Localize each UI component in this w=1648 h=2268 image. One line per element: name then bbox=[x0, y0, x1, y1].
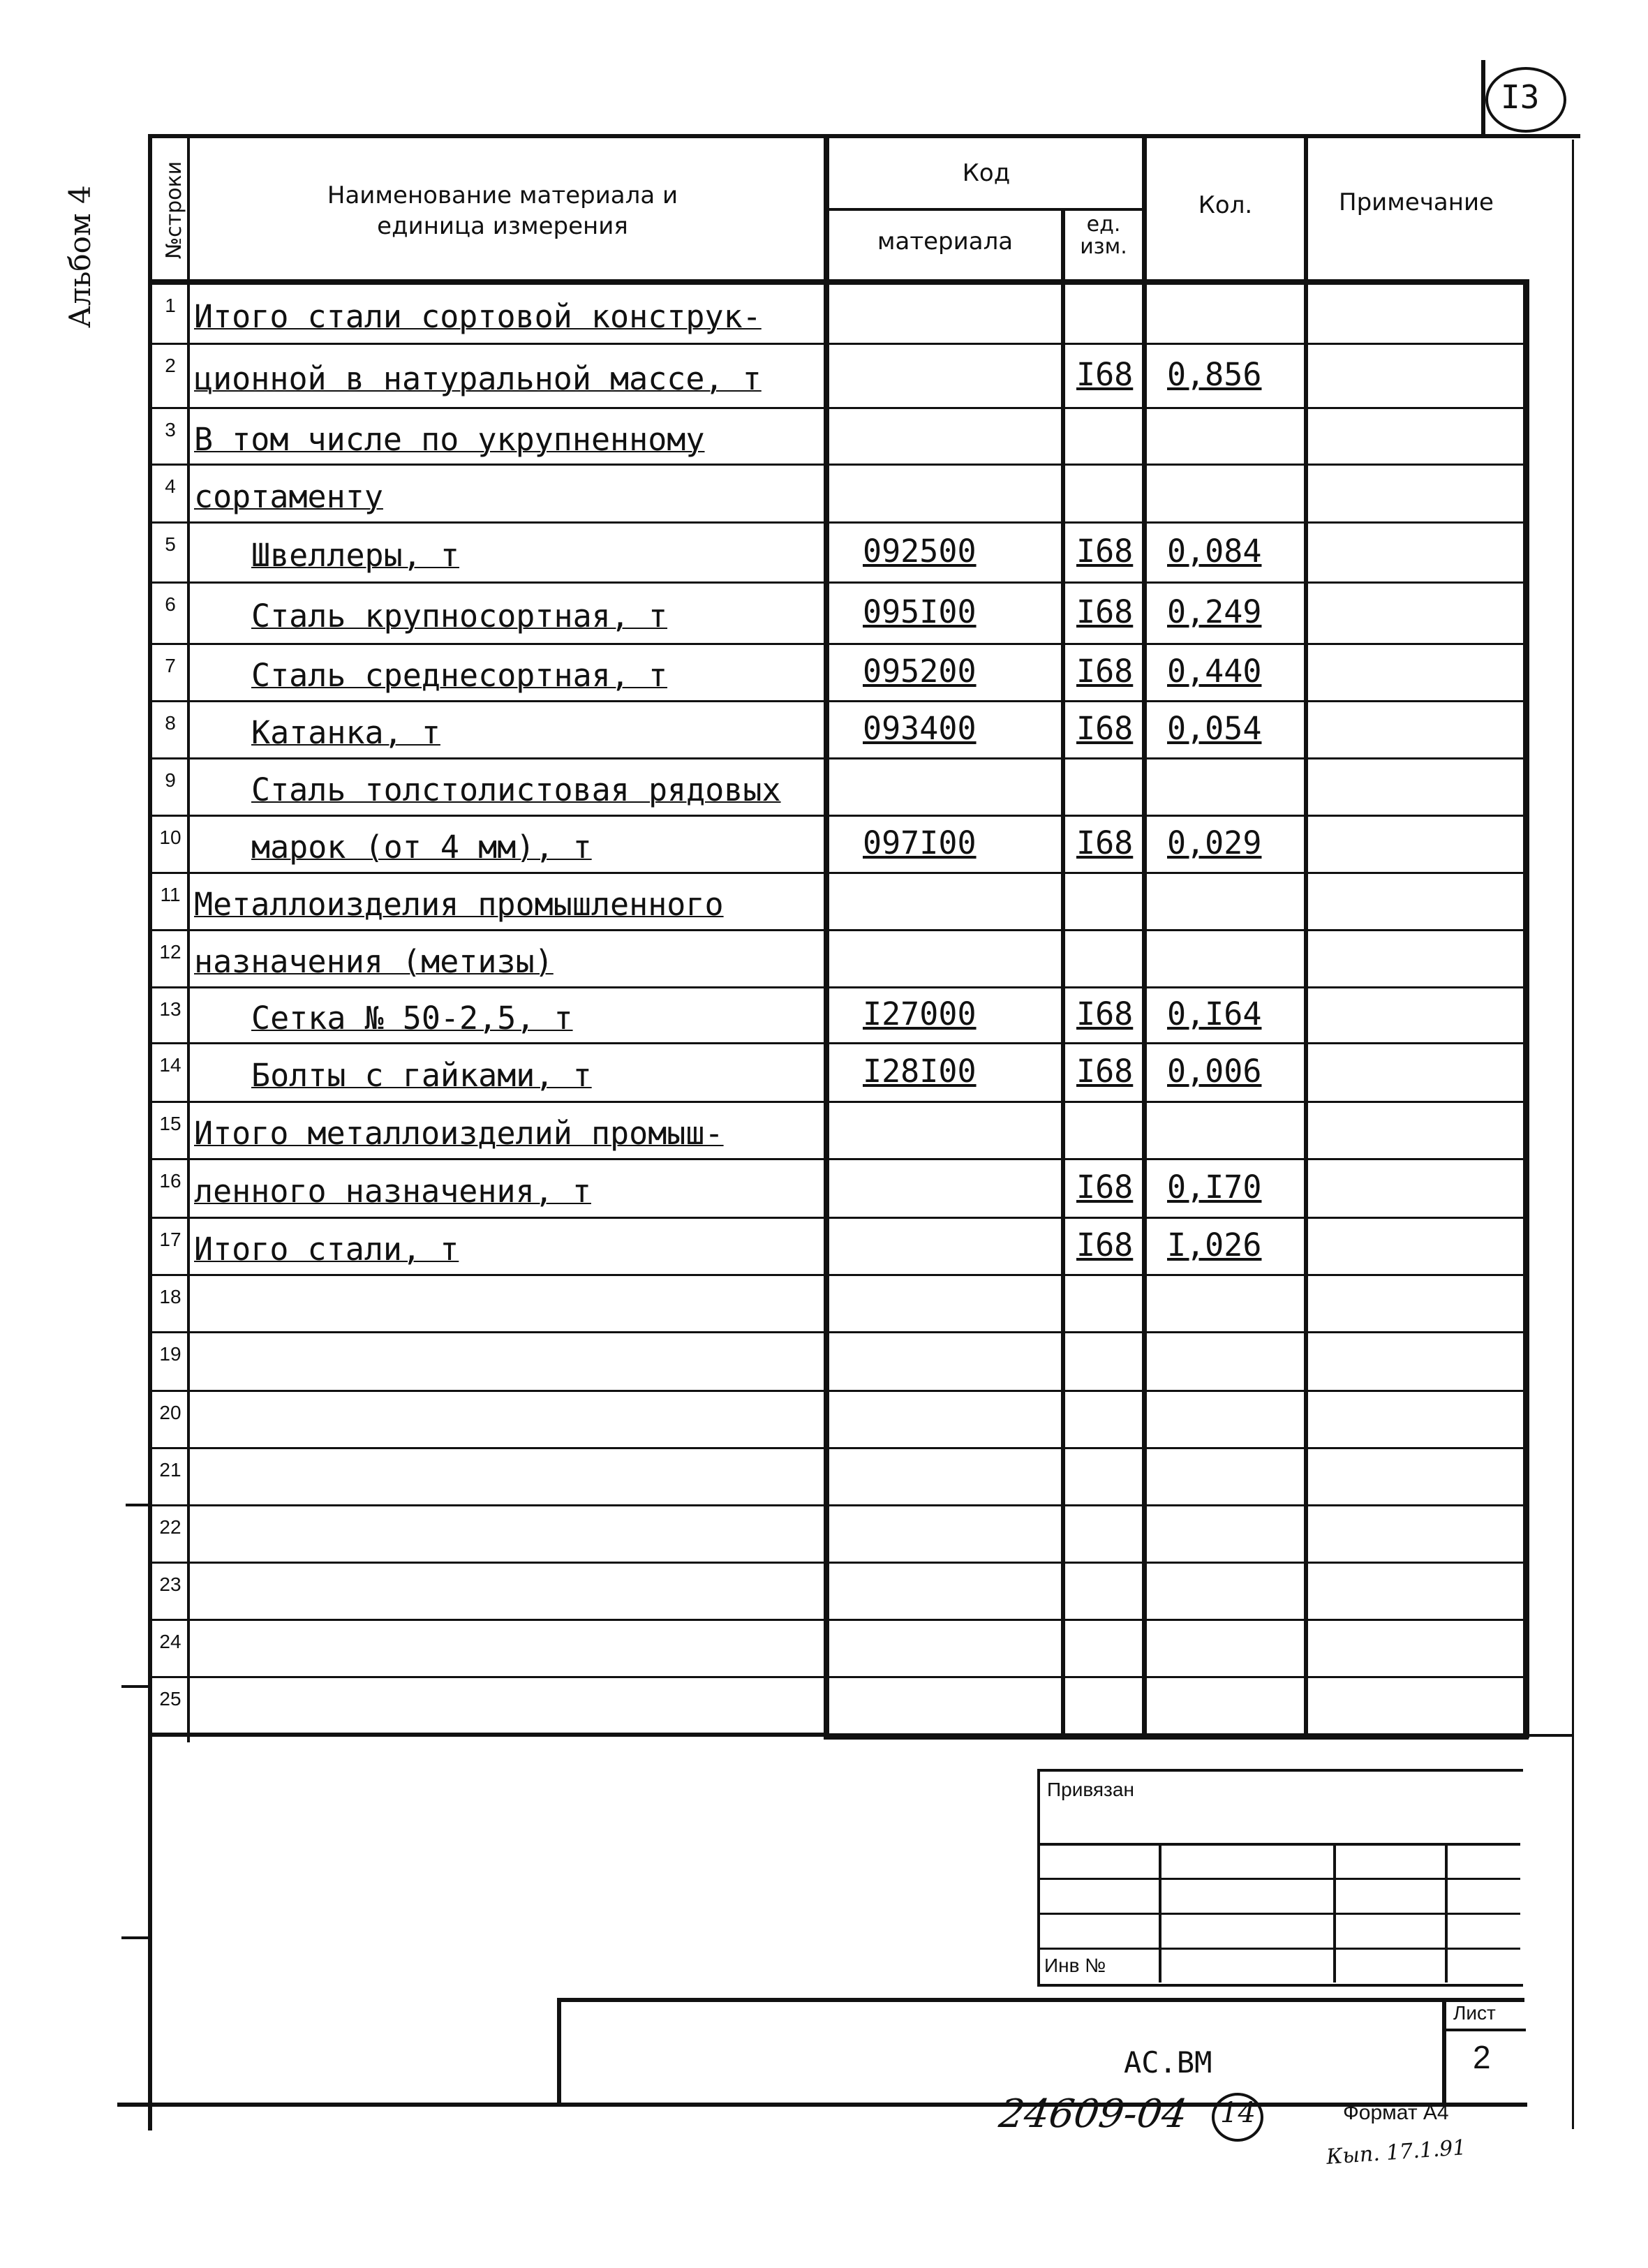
stamp-vline-2 bbox=[1333, 1843, 1336, 1982]
margin-tick-2 bbox=[121, 1685, 151, 1688]
row-number: 22 bbox=[159, 1516, 181, 1538]
row-number: 15 bbox=[159, 1113, 181, 1134]
row-quantity: 0,249 bbox=[1167, 593, 1262, 630]
col-unit-border bbox=[1061, 209, 1065, 1738]
stamp-top-full bbox=[149, 1734, 1573, 1737]
row-material-code: 092500 bbox=[863, 533, 977, 570]
stamp-inv-label: Инв № bbox=[1044, 1955, 1106, 1976]
stamp-sheet-label: Лист bbox=[1453, 2002, 1496, 2024]
row-unit-code: I68 bbox=[1076, 593, 1134, 630]
stamp-line-4 bbox=[1037, 1948, 1520, 1950]
row-unit-code: I68 bbox=[1076, 356, 1134, 393]
col-code-border bbox=[824, 137, 829, 1739]
row-number: 16 bbox=[159, 1170, 181, 1192]
row-unit-code: I68 bbox=[1076, 653, 1134, 690]
row-number: 23 bbox=[159, 1573, 181, 1595]
row-material-code: 097I00 bbox=[863, 824, 977, 861]
stamp-line-2 bbox=[1037, 1878, 1520, 1880]
margin-tick-1 bbox=[126, 1504, 151, 1506]
row-name: Сталь крупносортная, т bbox=[251, 598, 668, 635]
stamp-bottom bbox=[117, 2103, 1527, 2107]
row-name: Итого стали, т bbox=[194, 1231, 459, 1268]
header-note: Примечание bbox=[1339, 188, 1494, 216]
row-number: 9 bbox=[165, 769, 176, 791]
badge-bar bbox=[1481, 60, 1485, 137]
row-quantity: 0,084 bbox=[1167, 533, 1262, 570]
row-name: Итого металлоизделий промыш- bbox=[194, 1115, 724, 1152]
header-qty: Кол. bbox=[1198, 191, 1253, 219]
row-name: Швеллеры, т bbox=[251, 537, 460, 574]
row-quantity: 0,054 bbox=[1167, 710, 1262, 747]
row-number: 14 bbox=[159, 1054, 181, 1076]
stamp-sheet-line bbox=[1442, 2029, 1526, 2031]
row-number: 25 bbox=[159, 1688, 181, 1710]
row-number: 24 bbox=[159, 1631, 181, 1652]
stamp-line-3 bbox=[1037, 1913, 1520, 1915]
row-unit-code: I68 bbox=[1076, 710, 1134, 747]
row-divider bbox=[149, 343, 1526, 345]
row-divider bbox=[149, 521, 1526, 524]
footer-format: Формат А4 bbox=[1343, 2101, 1449, 2124]
row-material-code: 093400 bbox=[863, 710, 977, 747]
header-name: Наименование материала и единица измерения bbox=[327, 181, 678, 240]
row-unit-code: I68 bbox=[1076, 1169, 1134, 1206]
row-number: 7 bbox=[165, 655, 176, 676]
frame-right bbox=[1572, 140, 1574, 2129]
row-number: 8 bbox=[165, 712, 176, 734]
row-divider bbox=[149, 815, 1526, 817]
row-number: 6 bbox=[165, 593, 176, 615]
row-number: 10 bbox=[159, 827, 181, 848]
margin-tick-3 bbox=[121, 1936, 151, 1939]
row-divider bbox=[149, 1274, 1526, 1276]
table-right-border bbox=[1523, 279, 1529, 1738]
stamp-sheet-border bbox=[1442, 1998, 1446, 2107]
row-divider bbox=[149, 1447, 1526, 1449]
col-qty-border bbox=[1142, 137, 1147, 1738]
row-quantity: 0,I70 bbox=[1167, 1169, 1262, 1206]
row-divider bbox=[149, 986, 1526, 988]
col-note-border bbox=[1304, 137, 1308, 1738]
stamp-doc-code: АС.ВМ bbox=[1124, 2045, 1212, 2080]
stamp-bound-label: Привязан bbox=[1047, 1779, 1134, 1800]
row-divider bbox=[149, 757, 1526, 759]
row-divider bbox=[149, 1331, 1526, 1333]
row-quantity: 0,006 bbox=[1167, 1053, 1262, 1090]
stamp-main-box bbox=[557, 1998, 1524, 2107]
row-divider bbox=[149, 1390, 1526, 1392]
row-divider bbox=[149, 1101, 1526, 1103]
frame-top bbox=[149, 134, 1580, 138]
row-name: Болты с гайками, т bbox=[251, 1057, 592, 1094]
row-divider bbox=[149, 1619, 1526, 1621]
row-material-code: 095I00 bbox=[863, 593, 977, 630]
stamp-sheet-number: 2 bbox=[1473, 2039, 1491, 2075]
row-divider bbox=[149, 1158, 1526, 1160]
row-name: Итого стали сортовой конструк- bbox=[194, 298, 762, 335]
row-divider bbox=[149, 700, 1526, 702]
row-unit-code: I68 bbox=[1076, 1053, 1134, 1090]
row-divider bbox=[149, 1504, 1526, 1506]
footer-page-number: 14 bbox=[1220, 2097, 1256, 2129]
row-name: Сталь толстолистовая рядовых bbox=[251, 771, 781, 808]
row-material-code: I28I00 bbox=[863, 1053, 977, 1090]
row-divider bbox=[149, 1217, 1526, 1219]
sheet-number: I3 bbox=[1501, 78, 1540, 116]
code-divider bbox=[826, 208, 1145, 211]
row-number: 20 bbox=[159, 1402, 181, 1423]
row-number: 4 bbox=[165, 475, 176, 497]
row-divider bbox=[149, 872, 1526, 874]
row-quantity: 0,440 bbox=[1167, 653, 1262, 690]
row-unit-code: I68 bbox=[1076, 1226, 1134, 1263]
row-quantity: 0,I64 bbox=[1167, 995, 1262, 1032]
frame-left bbox=[148, 134, 152, 2130]
row-number: 2 bbox=[165, 355, 176, 376]
row-divider bbox=[149, 1042, 1526, 1044]
row-divider bbox=[149, 581, 1526, 584]
header-unit: ед. изм. bbox=[1080, 212, 1127, 259]
row-name: Сетка № 50-2,5, т bbox=[251, 1000, 573, 1037]
row-name: назначения (метизы) bbox=[194, 943, 554, 980]
row-name: марок (от 4 мм), т bbox=[251, 829, 592, 866]
row-name: Сталь среднесортная, т bbox=[251, 657, 668, 694]
footer-project-number: 24609-04 bbox=[996, 2091, 1190, 2137]
row-quantity: 0,029 bbox=[1167, 824, 1262, 861]
row-divider bbox=[149, 643, 1526, 645]
header-row-no: №строки bbox=[162, 161, 186, 260]
row-name: Катанка, т bbox=[251, 714, 440, 751]
row-number: 12 bbox=[159, 941, 181, 963]
stamp-vline-1 bbox=[1159, 1843, 1161, 1982]
row-number: 11 bbox=[160, 884, 181, 905]
row-unit-code: I68 bbox=[1076, 995, 1134, 1032]
row-material-code: I27000 bbox=[863, 995, 977, 1032]
row-number: 3 bbox=[165, 419, 176, 440]
stamp-vline-3 bbox=[1445, 1843, 1448, 1982]
row-quantity: I,026 bbox=[1167, 1226, 1262, 1263]
row-number: 5 bbox=[165, 533, 176, 555]
row-number: 13 bbox=[159, 998, 181, 1020]
row-name: В том числе по укрупненному bbox=[194, 420, 705, 458]
row-unit-code: I68 bbox=[1076, 533, 1134, 570]
row-number: 17 bbox=[159, 1229, 181, 1250]
row-divider bbox=[149, 407, 1526, 409]
row-name: ционной в натуральной массе, т bbox=[194, 360, 762, 397]
stamp-line-1 bbox=[1037, 1843, 1520, 1846]
row-quantity: 0,856 bbox=[1167, 356, 1262, 393]
row-number: 1 bbox=[165, 295, 176, 316]
header-material: материала bbox=[877, 228, 1014, 255]
row-number: 18 bbox=[159, 1286, 181, 1307]
row-name: сортаменту bbox=[194, 477, 383, 515]
col-rownum-border bbox=[187, 137, 190, 1742]
row-divider bbox=[149, 1562, 1526, 1564]
row-unit-code: I68 bbox=[1076, 824, 1134, 861]
row-number: 19 bbox=[159, 1343, 181, 1365]
header-bottom bbox=[149, 279, 1528, 285]
row-number: 21 bbox=[159, 1459, 181, 1481]
album-label: Альбом 4 bbox=[63, 185, 97, 328]
row-divider bbox=[149, 464, 1526, 466]
row-name: Металлоизделия промышленного bbox=[194, 886, 724, 923]
row-divider bbox=[149, 1676, 1526, 1678]
header-code: Код bbox=[962, 159, 1011, 187]
row-divider bbox=[149, 929, 1526, 931]
row-material-code: 095200 bbox=[863, 653, 977, 690]
row-name: ленного назначения, т bbox=[194, 1173, 591, 1210]
footer-signature: Кып. 17.1.91 bbox=[1326, 2135, 1467, 2170]
